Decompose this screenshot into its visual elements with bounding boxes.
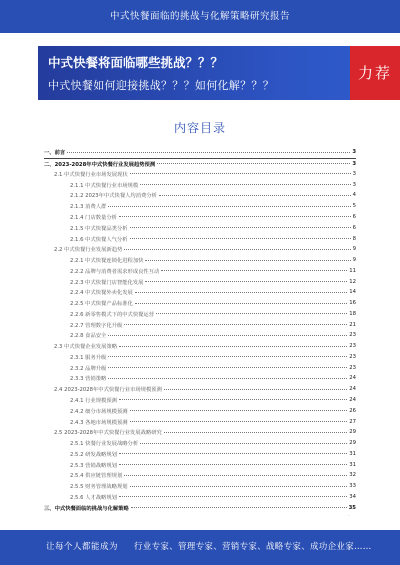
toc-leader-dots bbox=[135, 303, 347, 304]
footer-slogan-left: 让每个人都能成为 bbox=[46, 542, 119, 552]
toc-leader-dots bbox=[108, 356, 347, 357]
toc-entry-title: 2.1.1 中式快餐行业市场规模 bbox=[44, 181, 139, 189]
toc-entry-page: 23 bbox=[349, 364, 356, 371]
toc-entry[interactable] bbox=[44, 438, 356, 449]
toc-entry-page: 3 bbox=[352, 149, 356, 156]
toc-entry[interactable] bbox=[44, 244, 356, 255]
hero-title: 中式快餐将面临哪些挑战？？？ bbox=[48, 55, 224, 70]
toc-entry[interactable] bbox=[44, 341, 356, 352]
footer-bar bbox=[0, 530, 400, 565]
toc-entry-title: 2.2 中式快餐行业发展新趋势 bbox=[44, 245, 123, 253]
toc-entry[interactable] bbox=[44, 384, 356, 395]
report-header-title: 中式快餐面临的挑战与化解策略研究报告 bbox=[109, 11, 290, 22]
toc-leader-dots bbox=[159, 195, 351, 196]
toc-entry-title: 2.5.6 人才战略规划 bbox=[44, 493, 118, 501]
toc-leader-dots bbox=[157, 163, 350, 164]
toc-entry-title: 2.4.2 细分市场规模预测 bbox=[44, 407, 129, 415]
toc-leader-dots bbox=[130, 421, 348, 422]
toc-entry-title: 三、中式快餐面临的挑战与化解策略 bbox=[44, 505, 129, 512]
toc-entry-title: 2.1.6 中式快餐人气分析 bbox=[44, 235, 129, 243]
toc-entry[interactable] bbox=[44, 298, 356, 309]
toc-entry[interactable] bbox=[44, 147, 356, 158]
toc-leader-dots bbox=[130, 410, 348, 411]
hero-banner bbox=[38, 46, 400, 100]
toc-leader-dots bbox=[130, 173, 351, 174]
toc-leader-dots bbox=[135, 292, 347, 293]
toc-leader-dots bbox=[124, 324, 347, 325]
page-mark: . bbox=[348, 512, 350, 518]
toc-entry[interactable] bbox=[44, 502, 356, 513]
toc-entry-title: 2.4 2023-2028年中式快餐行业市场规模预测 bbox=[44, 385, 163, 393]
table-of-contents bbox=[44, 147, 356, 513]
toc-leader-dots bbox=[161, 270, 347, 271]
toc-leader-dots bbox=[140, 184, 350, 185]
toc-leader-dots bbox=[130, 238, 351, 239]
toc-entry-page: 9 bbox=[352, 257, 356, 264]
toc-entry[interactable] bbox=[44, 287, 356, 298]
toc-entry[interactable] bbox=[44, 265, 356, 276]
toc-entry-title: 2.5 2023-2028年中式快餐行业发展战略研究 bbox=[44, 428, 163, 436]
toc-entry[interactable] bbox=[44, 233, 356, 244]
toc-entry-title: 2.2.2 品牌与消费者需求形成良性互动 bbox=[44, 267, 160, 275]
toc-entry-title: 2.3.1 服务升级 bbox=[44, 353, 107, 361]
toc-entry[interactable] bbox=[44, 481, 356, 492]
toc-leader-dots bbox=[156, 313, 347, 314]
toc-entry-page: 33 bbox=[349, 483, 356, 490]
toc-entry-title: 2.5.3 营销战略规划 bbox=[44, 461, 118, 469]
toc-entry-page: 6 bbox=[352, 213, 356, 220]
toc-entry-page: 18 bbox=[349, 310, 356, 317]
toc-entry[interactable] bbox=[44, 427, 356, 438]
toc-entry-page: 35 bbox=[348, 504, 356, 511]
toc-entry-page: 8 bbox=[352, 235, 356, 242]
toc-entry-page: 29 bbox=[349, 440, 356, 447]
toc-entry-page: 11 bbox=[349, 267, 356, 274]
toc-entry-page: 12 bbox=[349, 278, 356, 285]
toc-leader-dots bbox=[124, 475, 347, 476]
toc-leader-dots bbox=[140, 443, 347, 444]
toc-entry-page: 4 bbox=[352, 192, 356, 199]
toc-entry-page: 31 bbox=[349, 461, 356, 468]
toc-leader-dots bbox=[119, 346, 347, 347]
toc-entry-title: 2.5.4 供应链管理规划 bbox=[44, 471, 123, 479]
toc-leader-dots bbox=[108, 335, 347, 336]
toc-entry[interactable] bbox=[44, 395, 356, 406]
toc-entry[interactable] bbox=[44, 201, 356, 212]
toc-entry[interactable] bbox=[44, 276, 356, 287]
toc-entry[interactable] bbox=[44, 212, 356, 223]
toc-entry-page: 24 bbox=[349, 386, 356, 393]
toc-entry-page: 27 bbox=[349, 418, 356, 425]
toc-entry-page: 26 bbox=[349, 407, 356, 414]
toc-entry-title: 2.1.3 消费人群 bbox=[44, 202, 107, 210]
toc-entry-page: 6 bbox=[352, 224, 356, 231]
toc-entry-page: 3 bbox=[352, 170, 356, 177]
toc-entry-title: 2.1.5 中式快餐品类分析 bbox=[44, 224, 129, 232]
toc-entry-title: 2.2.5 中式快餐产品标准化 bbox=[44, 299, 134, 307]
toc-entry[interactable] bbox=[44, 459, 356, 470]
toc-entry-page: 5 bbox=[352, 203, 356, 210]
toc-leader-dots bbox=[145, 281, 347, 282]
toc-entry-title: 2.5.5 财务管理战略规划 bbox=[44, 482, 129, 490]
toc-entry-page: 14 bbox=[349, 289, 356, 296]
toc-entry-title: 2.4.3 各地市场规模预测 bbox=[44, 418, 129, 426]
toc-entry-title: 2.2.1 中式快餐连锁化进程加快 bbox=[44, 256, 144, 264]
toc-leader-dots bbox=[145, 260, 350, 261]
report-header-bar bbox=[0, 0, 400, 33]
toc-leader-dots bbox=[131, 507, 347, 508]
toc-leader-dots bbox=[164, 389, 347, 390]
toc-entry[interactable] bbox=[44, 179, 356, 190]
toc-entry[interactable] bbox=[44, 330, 356, 341]
toc-leader-dots bbox=[67, 152, 350, 153]
toc-entry[interactable] bbox=[44, 308, 356, 319]
toc-leader-dots bbox=[119, 399, 347, 400]
toc-entry-title: 2.4.1 行业规模预测 bbox=[44, 396, 118, 404]
toc-entry-page: 31 bbox=[349, 450, 356, 457]
toc-entry-page: 24 bbox=[349, 375, 356, 382]
toc-leader-dots bbox=[164, 432, 347, 433]
toc-entry-title: 2.3 中式快餐企业发展策略 bbox=[44, 342, 118, 350]
toc-entry[interactable] bbox=[44, 222, 356, 233]
toc-entry-title: 2.3.3 营销策略 bbox=[44, 374, 107, 382]
toc-entry-page: 23 bbox=[349, 343, 356, 350]
toc-entry[interactable] bbox=[44, 470, 356, 481]
toc-entry-title: 2.2.7 管理数字化升级 bbox=[44, 321, 123, 329]
toc-entry[interactable] bbox=[44, 416, 356, 427]
toc-entry-page: 23 bbox=[349, 353, 356, 360]
toc-entry[interactable] bbox=[44, 190, 356, 201]
toc-entry-title: 2.2.4 中式快餐外卖化发展 bbox=[44, 288, 134, 296]
toc-leader-dots bbox=[124, 249, 350, 250]
toc-entry-title: 2.2.6 新零售模式下的中式快餐运营 bbox=[44, 310, 155, 318]
toc-entry-page: 16 bbox=[349, 300, 356, 307]
toc-entry-title: 2.2.3 中式快餐门店智能化发展 bbox=[44, 278, 144, 286]
toc-entry-page: 32 bbox=[349, 472, 356, 479]
toc-entry[interactable] bbox=[44, 492, 356, 503]
toc-entry-title: 2.1 中式快餐行业市场发展现状 bbox=[44, 170, 129, 178]
toc-leader-dots bbox=[108, 378, 347, 379]
toc-heading: 内容目录 bbox=[173, 121, 226, 135]
toc-entry[interactable] bbox=[44, 352, 356, 363]
toc-leader-dots bbox=[119, 464, 347, 465]
toc-entry[interactable] bbox=[44, 448, 356, 459]
toc-leader-dots bbox=[108, 367, 347, 368]
toc-entry-page: 21 bbox=[349, 321, 356, 328]
toc-entry[interactable] bbox=[44, 255, 356, 266]
toc-leader-dots bbox=[119, 453, 347, 454]
toc-entry-title: 2.1.4 门店数量分析 bbox=[44, 213, 118, 221]
toc-entry[interactable] bbox=[44, 169, 356, 180]
toc-entry-title: 2.5.2 研发战略规划 bbox=[44, 450, 118, 458]
toc-entry-page: 3 bbox=[352, 160, 356, 167]
toc-entry-page: 9 bbox=[352, 246, 356, 253]
toc-entry-page: 24 bbox=[349, 396, 356, 403]
toc-leader-dots bbox=[119, 496, 347, 497]
toc-leader-dots bbox=[108, 206, 350, 207]
footer-slogan-right: 行业专家、管理专家、营销专家、战略专家、成功企业家…… bbox=[134, 542, 372, 552]
toc-entry[interactable] bbox=[44, 362, 356, 373]
toc-entry-page: 23 bbox=[349, 332, 356, 339]
toc-leader-dots bbox=[130, 227, 351, 228]
toc-entry-title: 2.3.2 品牌升级 bbox=[44, 364, 107, 372]
toc-entry-page: 3 bbox=[352, 181, 356, 188]
hero-subtitle: 中式快餐如何迎接挑战？？？如何化解？？？ bbox=[48, 79, 274, 92]
toc-entry-page: 29 bbox=[349, 429, 356, 436]
toc-entry[interactable] bbox=[44, 373, 356, 384]
toc-entry-title: 2.5.1 快餐行业发展战略分析 bbox=[44, 439, 139, 447]
toc-leader-dots bbox=[119, 216, 351, 217]
toc-leader-dots bbox=[130, 486, 348, 487]
toc-entry[interactable] bbox=[44, 405, 356, 416]
toc-entry-title: 2.2.8 食品安全 bbox=[44, 331, 107, 339]
recommend-logo: 力荐 bbox=[350, 46, 400, 100]
toc-entry-page: 34 bbox=[349, 493, 356, 500]
toc-entry[interactable] bbox=[44, 158, 356, 169]
toc-entry[interactable] bbox=[44, 319, 356, 330]
toc-entry-title: 2.1.2 2023年中式快餐人均消费分析 bbox=[44, 191, 158, 199]
toc-entry-title: 二、2023-2028年中式快餐行业发展趋势预测 bbox=[44, 161, 156, 168]
toc-entry-title: 一、前言 bbox=[44, 150, 66, 157]
